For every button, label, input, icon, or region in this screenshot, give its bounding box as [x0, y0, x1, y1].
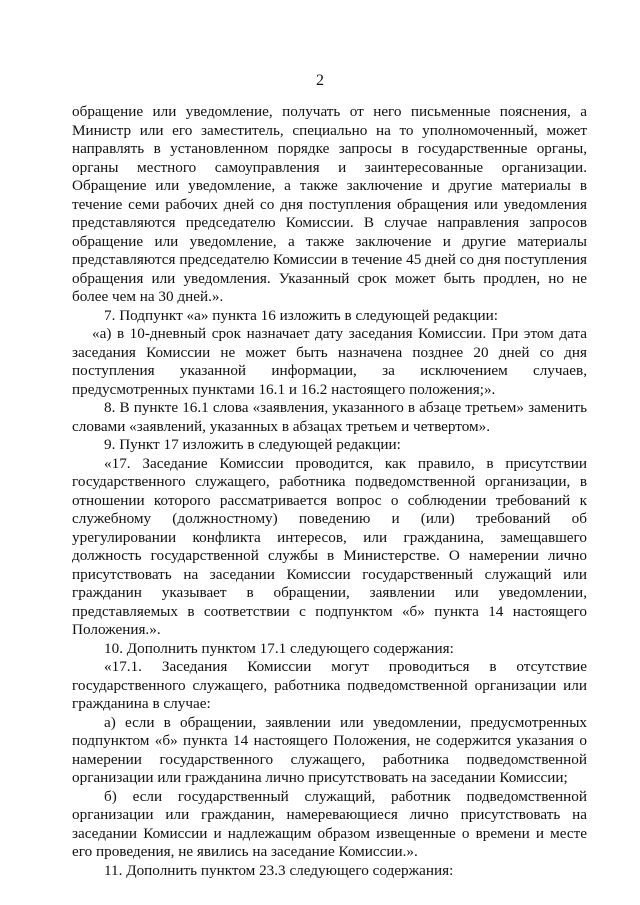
- paragraph-continuation: обращение или уведомление, получать от него письменные пояснения, а Министр или его заместитель, специально на то уполномоченный, может направлять в установленном порядке запросы в государственные органы, органы местного самоуправления и заинтересованные организации. Обращение или уведомление, а также заключение и другие материалы в течение семи рабочих дней со дня поступления обращения или уведомления представляются председателю Комиссии. В случае направления запросов обращение или уведомление, а также заключение и другие материалы представляются председателю Комиссии в течение 45 дней со дня поступления обращения или уведомления. Указанный срок может быть продлен, но не более чем на 30 дней.».: [72, 103, 587, 305]
- paragraph-item-7-text: «а) в 10-дневный срок назначает дату заседания Комиссии. При этом дата заседания Комиссии не может быть назначена позднее 20 дней со дня поступления указанной информации, за исключением случаев, предусмотренных пунктами 16.1 и 16.2 настоящего положения;».: [72, 325, 587, 398]
- document-body: [72, 103, 587, 880]
- paragraph-item-10-text: «17.1. Заседания Комиссии могут проводиться в отсутствие государственного служащего, работника подведомственной организации или гражданина в случае:: [72, 658, 587, 712]
- paragraph-item-9: 9. Пункт 17 изложить в следующей редакции:: [104, 436, 401, 453]
- page-number: 2: [316, 72, 324, 89]
- paragraph-item-10: 10. Дополнить пунктом 17.1 следующего содержания:: [104, 639, 454, 657]
- paragraph-subitem-b: б) если государственный служащий, работник подведомственной организации или гражданин, намеревающиеся лично присутствовать на заседании Комиссии и надлежащим образом извещенные о времени и месте его проведения, не явились на заседание Комиссии.».: [72, 787, 587, 860]
- paragraph-item-8: 8. В пункте 16.1 слова «заявления, указанного в абзаце третьем» заменить словами «заявлений, указанных в абзацах третьем и четвертом».: [72, 399, 587, 435]
- paragraph-item-11: 11. Дополнить пунктом 23.3 следующего содержания:: [104, 861, 454, 879]
- paragraph-item-9-text: «17. Заседание Комиссии проводится, как правило, в присутствии государственного служащего, работника подведомственной организации, в отношении которого рассматривается вопрос о соблюдении требований к служебному (должностному) поведению и (или) требований об урегулировании конфликта интересов, или гражданина, замещавшего должность государственной службы в Министерстве. О намерении лично присутствовать на заседании Комиссии государственный служащий или гражданин указывает в обращении, заявлении или уведомлении, представляемых в соответствии с подпунктом «б» пункта 14 настоящего Положения.».: [72, 454, 587, 638]
- paragraph-item-7: 7. Подпункт «а» пункта 16 изложить в следующей редакции:: [104, 306, 498, 324]
- paragraph-subitem-a: а) если в обращении, заявлении или уведомлении, предусмотренных подпунктом «б» пункта 14 настоящего Положения, не содержится указания о намерении государственного служащего, работника подведомственной организации или гражданина лично присутствовать на заседании Комиссии;: [72, 713, 587, 786]
